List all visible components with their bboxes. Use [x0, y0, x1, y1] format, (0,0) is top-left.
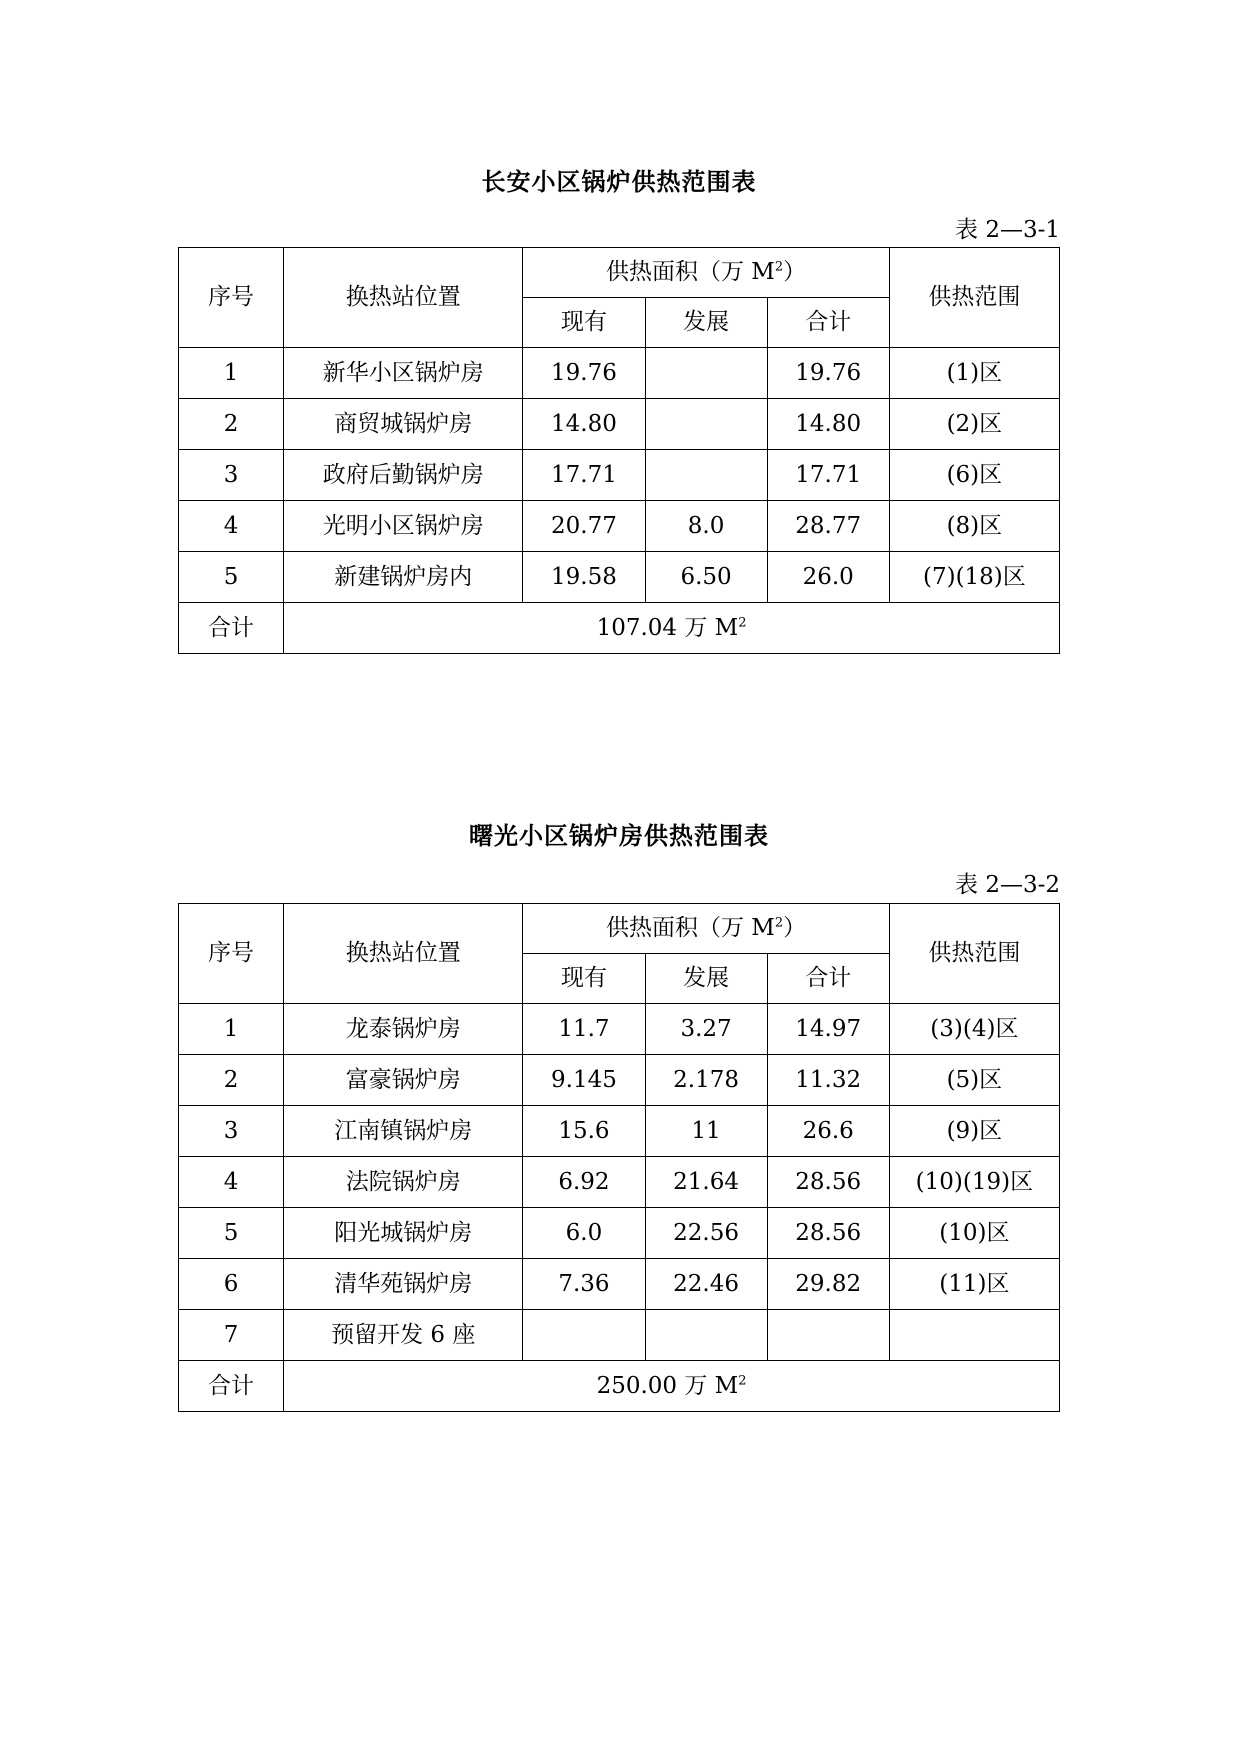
cell-seq: 5	[179, 552, 284, 603]
table-row	[179, 1106, 1060, 1157]
total-value: 250.00 万 $M^2$	[284, 1361, 1060, 1412]
cell-subtotal: 17.71	[767, 450, 889, 501]
cell-existing: 14.80	[523, 399, 645, 450]
table-row	[179, 501, 1060, 552]
cell-scope: (5)区	[889, 1055, 1059, 1106]
cell-station: 光明小区锅炉房	[284, 501, 523, 552]
cell-existing: 19.58	[523, 552, 645, 603]
cell-existing: 19.76	[523, 348, 645, 399]
total-label: 合计	[179, 1361, 284, 1412]
cell-existing	[523, 1310, 645, 1361]
header-seq: 序号	[179, 904, 284, 1004]
cell-seq: 5	[179, 1208, 284, 1259]
table-row	[179, 1157, 1060, 1208]
cell-subtotal: 14.97	[767, 1004, 889, 1055]
table-code: 表 2—3-2	[955, 872, 1060, 898]
header-area: 供热面积（万 $M^2$）	[523, 904, 889, 954]
header-subtotal: 合计	[767, 298, 889, 348]
cell-station: 政府后勤锅炉房	[284, 450, 523, 501]
table-row	[179, 1208, 1060, 1259]
cell-scope: (3)(4)区	[889, 1004, 1059, 1055]
cell-station: 预留开发 6 座	[284, 1310, 523, 1361]
cell-development: 22.56	[645, 1208, 767, 1259]
cell-existing: 20.77	[523, 501, 645, 552]
cell-development	[645, 1310, 767, 1361]
header-existing: 现有	[523, 298, 645, 348]
header-station: 换热站位置	[284, 904, 523, 1004]
cell-seq: 7	[179, 1310, 284, 1361]
cell-development: 3.27	[645, 1004, 767, 1055]
header-development: 发展	[645, 298, 767, 348]
cell-development: 8.0	[645, 501, 767, 552]
cell-existing: 9.145	[523, 1055, 645, 1106]
cell-development: 2.178	[645, 1055, 767, 1106]
cell-station: 江南镇锅炉房	[284, 1106, 523, 1157]
cell-station: 富豪锅炉房	[284, 1055, 523, 1106]
header-station: 换热站位置	[284, 248, 523, 348]
cell-development: 21.64	[645, 1157, 767, 1208]
cell-station: 法院锅炉房	[284, 1157, 523, 1208]
cell-scope: (7)(18)区	[889, 552, 1059, 603]
table-row	[179, 1055, 1060, 1106]
cell-scope: (6)区	[889, 450, 1059, 501]
cell-subtotal: 28.56	[767, 1157, 889, 1208]
cell-seq: 4	[179, 501, 284, 552]
cell-existing: 6.0	[523, 1208, 645, 1259]
header-subtotal: 合计	[767, 954, 889, 1004]
table-row	[179, 1004, 1060, 1055]
table-row	[179, 450, 1060, 501]
cell-scope: (8)区	[889, 501, 1059, 552]
cell-scope: (11)区	[889, 1259, 1059, 1310]
cell-subtotal	[767, 1310, 889, 1361]
table-row	[179, 399, 1060, 450]
cell-scope: (9)区	[889, 1106, 1059, 1157]
table-row	[179, 348, 1060, 399]
heating-table	[178, 247, 1060, 654]
table-section-1	[178, 150, 1060, 670]
cell-seq: 3	[179, 450, 284, 501]
header-existing: 现有	[523, 954, 645, 1004]
cell-scope: (1)区	[889, 348, 1059, 399]
cell-seq: 2	[179, 1055, 284, 1106]
cell-existing: 17.71	[523, 450, 645, 501]
total-value: 107.04 万 $M^2$	[284, 603, 1060, 654]
cell-subtotal: 28.56	[767, 1208, 889, 1259]
table-section-2	[178, 808, 1060, 1428]
cell-seq: 1	[179, 348, 284, 399]
cell-seq: 3	[179, 1106, 284, 1157]
cell-seq: 2	[179, 399, 284, 450]
cell-subtotal: 29.82	[767, 1259, 889, 1310]
cell-development: 11	[645, 1106, 767, 1157]
header-scope: 供热范围	[889, 904, 1059, 1004]
cell-station: 新建锅炉房内	[284, 552, 523, 603]
cell-scope: (2)区	[889, 399, 1059, 450]
header-area: 供热面积（万 $M^2$）	[523, 248, 889, 298]
cell-station: 商贸城锅炉房	[284, 399, 523, 450]
cell-development	[645, 450, 767, 501]
cell-station: 龙泰锅炉房	[284, 1004, 523, 1055]
cell-existing: 6.92	[523, 1157, 645, 1208]
cell-development: 6.50	[645, 552, 767, 603]
cell-development: 22.46	[645, 1259, 767, 1310]
cell-scope: (10)(19)区	[889, 1157, 1059, 1208]
total-label: 合计	[179, 603, 284, 654]
cell-development	[645, 399, 767, 450]
cell-seq: 6	[179, 1259, 284, 1310]
cell-subtotal: 28.77	[767, 501, 889, 552]
total-row	[179, 603, 1060, 654]
table-title: 曙光小区锅炉房供热范围表	[469, 821, 769, 850]
header-development: 发展	[645, 954, 767, 1004]
header-scope: 供热范围	[889, 248, 1059, 348]
cell-seq: 4	[179, 1157, 284, 1208]
table-row	[179, 552, 1060, 603]
cell-subtotal: 11.32	[767, 1055, 889, 1106]
header-seq: 序号	[179, 248, 284, 348]
heating-table	[178, 903, 1060, 1412]
total-row	[179, 1361, 1060, 1412]
cell-subtotal: 14.80	[767, 399, 889, 450]
cell-seq: 1	[179, 1004, 284, 1055]
table-code: 表 2—3-1	[955, 217, 1060, 243]
cell-existing: 11.7	[523, 1004, 645, 1055]
cell-subtotal: 26.0	[767, 552, 889, 603]
cell-station: 新华小区锅炉房	[284, 348, 523, 399]
table-row	[179, 1310, 1060, 1361]
table-title: 长安小区锅炉供热范围表	[481, 167, 757, 196]
cell-subtotal: 26.6	[767, 1106, 889, 1157]
cell-subtotal: 19.76	[767, 348, 889, 399]
table-row	[179, 1259, 1060, 1310]
cell-scope: (10)区	[889, 1208, 1059, 1259]
cell-station: 清华苑锅炉房	[284, 1259, 523, 1310]
cell-existing: 15.6	[523, 1106, 645, 1157]
cell-scope	[889, 1310, 1059, 1361]
cell-development	[645, 348, 767, 399]
cell-existing: 7.36	[523, 1259, 645, 1310]
cell-station: 阳光城锅炉房	[284, 1208, 523, 1259]
